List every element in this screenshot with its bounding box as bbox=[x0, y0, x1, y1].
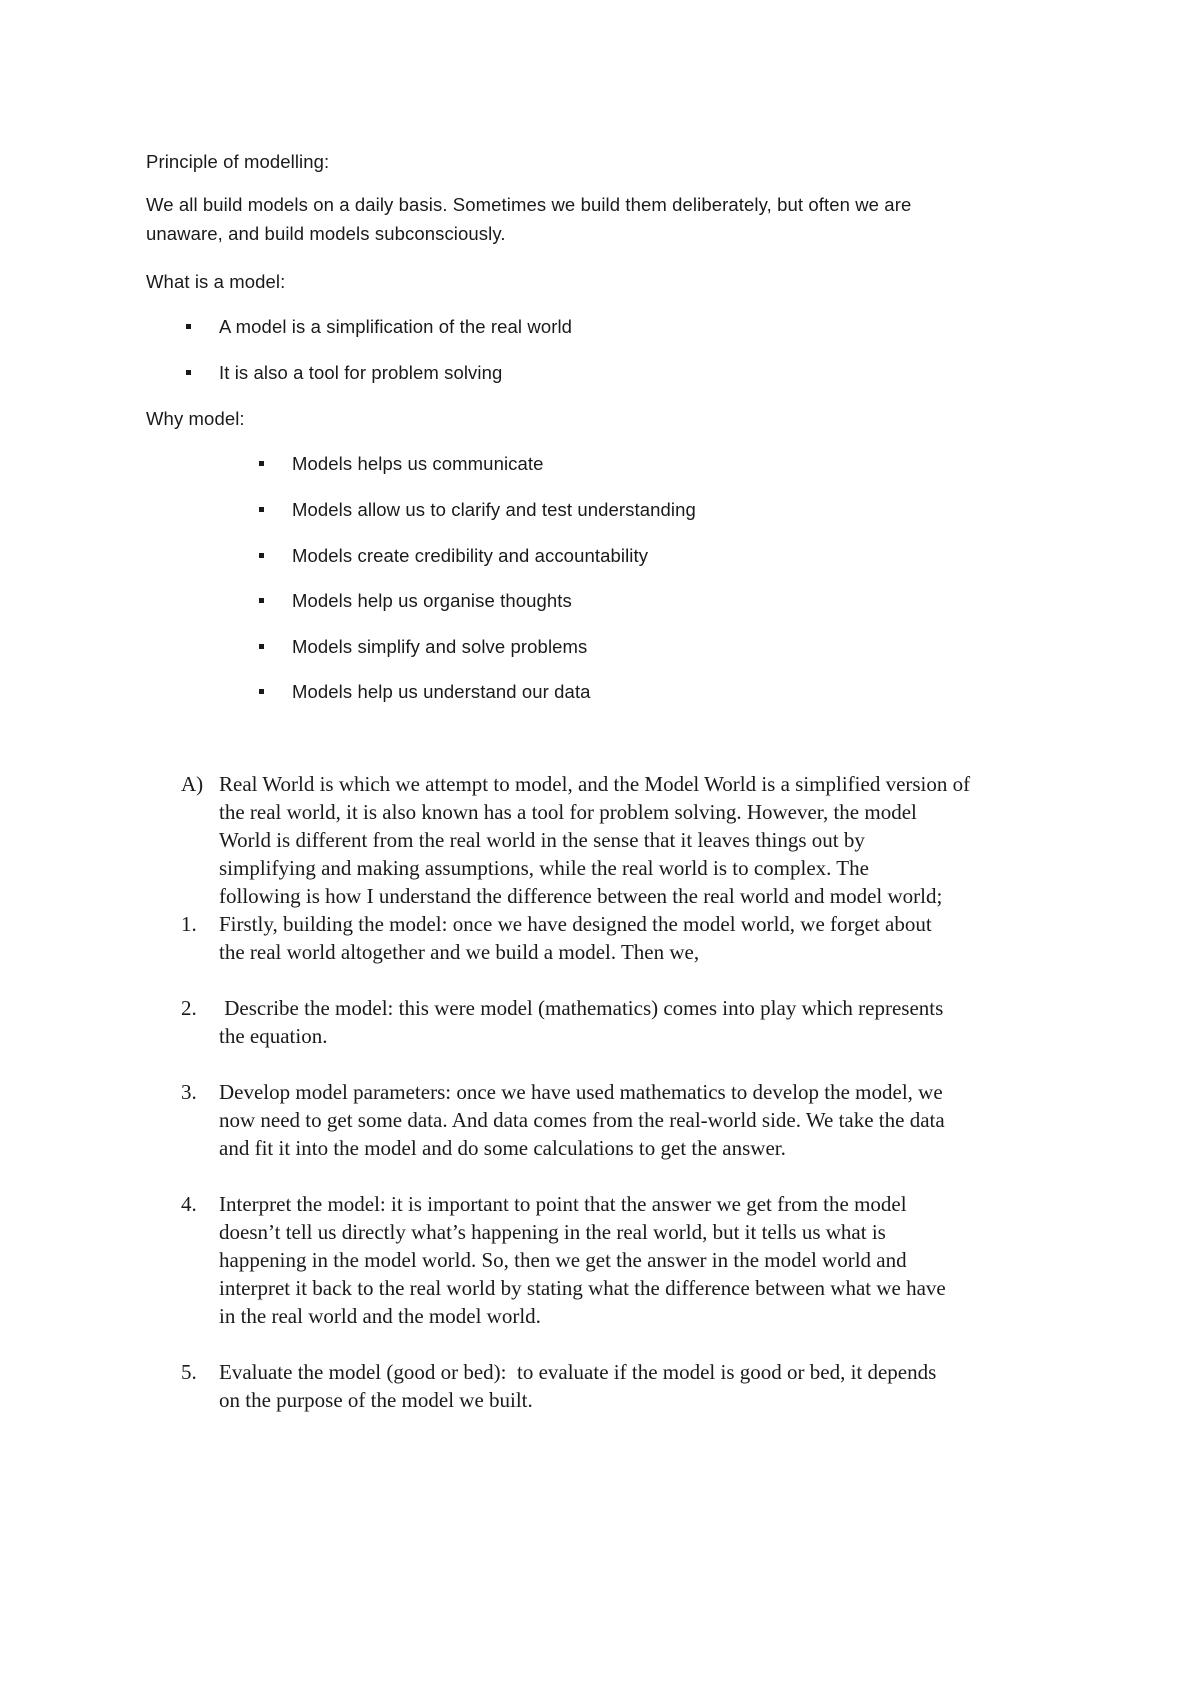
list-marker: 2. bbox=[181, 996, 197, 1020]
numbered-item-text bbox=[219, 994, 1099, 1050]
square-bullet-icon bbox=[259, 461, 264, 466]
text-line: in the real world and the model world. bbox=[219, 1304, 541, 1328]
text-line: World is different from the real world in the sense that it leaves things out by bbox=[219, 828, 865, 852]
square-bullet-icon bbox=[259, 689, 264, 694]
numbered-item-text bbox=[219, 1190, 1099, 1330]
square-bullet-icon bbox=[259, 644, 264, 649]
text-line: Real World is which we attempt to model, and the Model World is a simplified version of bbox=[219, 772, 971, 796]
numbered-item-text bbox=[219, 1358, 1099, 1414]
why-heading: Why model: bbox=[146, 408, 245, 429]
list-item bbox=[292, 680, 591, 704]
list-item bbox=[292, 635, 587, 659]
text-line: Interpret the model: it is important to point that the answer we get from the model bbox=[219, 1192, 907, 1216]
square-bullet-icon bbox=[259, 553, 264, 558]
document-title: Principle of modelling: bbox=[146, 151, 330, 172]
intro-line: We all build models on a daily basis. Sometimes we build them deliberately, but often we are bbox=[146, 194, 912, 215]
numbered-item-text bbox=[219, 1078, 1099, 1162]
list-item-text: Models simplify and solve problems bbox=[292, 636, 588, 657]
section-a-text bbox=[219, 770, 1079, 910]
text-line: the real world altogether and we build a model. Then we, bbox=[219, 940, 700, 964]
intro-line: unaware, and build models subconsciously. bbox=[146, 223, 506, 244]
list-marker: 4. bbox=[181, 1192, 197, 1216]
list-item bbox=[292, 589, 572, 613]
list-marker: 1. bbox=[181, 912, 197, 936]
list-item-text: Models help us understand our data bbox=[292, 681, 591, 702]
list-item bbox=[219, 315, 572, 339]
text-line: Evaluate the model (good or bed): to evaluate if the model is good or bed, it depends bbox=[219, 1360, 937, 1384]
text-line: simplifying and making assumptions, while the real world is to complex. The bbox=[219, 856, 869, 880]
text-line: on the purpose of the model we built. bbox=[219, 1388, 533, 1412]
list-item bbox=[219, 361, 502, 385]
list-item bbox=[292, 452, 544, 476]
text-line: happening in the model world. So, then we get the answer in the model world and bbox=[219, 1248, 907, 1272]
list-item bbox=[292, 544, 648, 568]
numbered-item-text bbox=[219, 910, 1099, 966]
text-line: Develop model parameters: once we have used mathematics to develop the model, we bbox=[219, 1080, 943, 1104]
text-line: Firstly, building the model: once we have designed the model world, we forget about bbox=[219, 912, 932, 936]
what-heading: What is a model: bbox=[146, 271, 286, 292]
text-line: doesn’t tell us directly what’s happening in the real world, but it tells us what is bbox=[219, 1220, 886, 1244]
list-item bbox=[292, 498, 696, 522]
text-line: the real world, it is also known has a tool for problem solving. However, the model bbox=[219, 800, 917, 824]
text-line: now need to get some data. And data comes from the real-world side. We take the data bbox=[219, 1108, 945, 1132]
list-item-text: A model is a simplification of the real world bbox=[219, 316, 573, 337]
list-marker: 5. bbox=[181, 1360, 197, 1384]
square-bullet-icon bbox=[259, 507, 264, 512]
square-bullet-icon bbox=[259, 598, 264, 603]
list-marker: 3. bbox=[181, 1080, 197, 1104]
list-item-text: Models helps us communicate bbox=[292, 453, 544, 474]
list-marker: A) bbox=[181, 772, 204, 796]
list-item-text: Models allow us to clarify and test understanding bbox=[292, 499, 696, 520]
text-line: interpret it back to the real world by stating what the difference between what we have bbox=[219, 1276, 946, 1300]
text-line: following is how I understand the difference between the real world and model world; bbox=[219, 884, 943, 908]
square-bullet-icon bbox=[186, 370, 191, 375]
intro-paragraph bbox=[146, 190, 1016, 248]
list-item-text: It is also a tool for problem solving bbox=[219, 362, 503, 383]
text-line: the equation. bbox=[219, 1024, 328, 1048]
list-item-text: Models create credibility and accountability bbox=[292, 545, 649, 566]
text-line: Describe the model: this were model (mathematics) comes into play which represents bbox=[219, 996, 944, 1020]
text-line: and fit it into the model and do some calculations to get the answer. bbox=[219, 1136, 786, 1160]
list-item-text: Models help us organise thoughts bbox=[292, 590, 572, 611]
square-bullet-icon bbox=[186, 324, 191, 329]
